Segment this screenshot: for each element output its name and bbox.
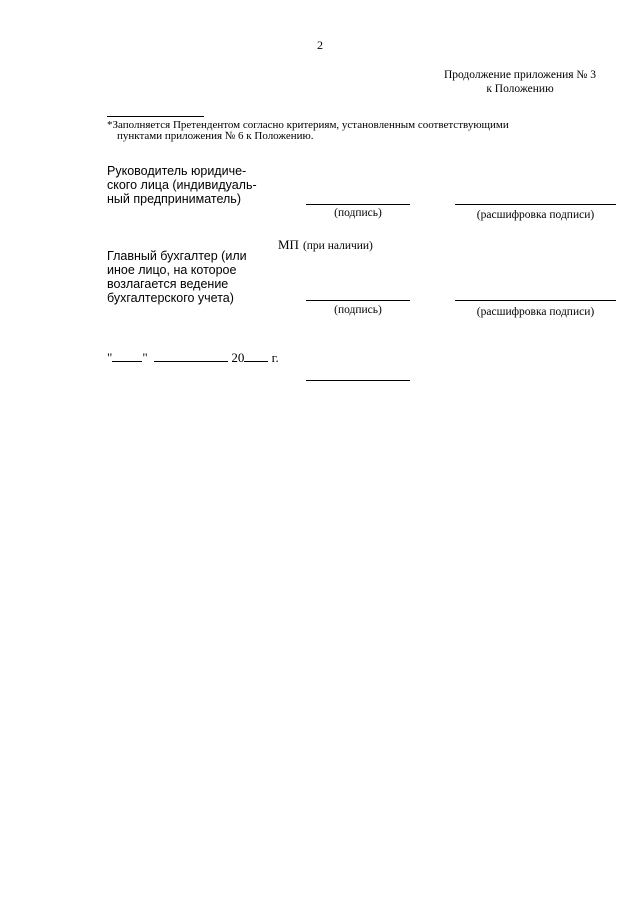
year-suffix: г. xyxy=(271,350,279,365)
head-decoding-caption: (расшифровка подписи) xyxy=(476,209,595,221)
date-open-quote: " xyxy=(107,350,113,365)
seal-mark xyxy=(278,236,373,254)
footnote xyxy=(107,120,610,142)
year-blank xyxy=(244,351,268,362)
date-line xyxy=(107,350,279,366)
page-number: 2 xyxy=(317,38,323,52)
date-extra-line xyxy=(306,380,410,381)
appendix-heading xyxy=(420,68,620,96)
accountant-signature-line xyxy=(306,300,410,301)
accountant-signature-caption: (подпись) xyxy=(334,304,382,316)
year-prefix: 20 xyxy=(231,350,245,365)
day-blank xyxy=(112,351,142,362)
footnote-separator xyxy=(107,116,204,117)
appendix-heading-line1: Продолжение приложения № 3 xyxy=(443,69,597,81)
accountant-decoding-line xyxy=(455,300,616,301)
accountant-signature-label: Главный бухгалтер (или иное лицо, на которое возлагается ведение бухгалтерского учета) xyxy=(107,249,247,305)
head-signature-line xyxy=(306,204,410,205)
footnote-line1: *Заполняется Претендентом согласно критериям, установленным соответствующими xyxy=(107,119,509,131)
footnote-line2: пунктами приложения № 6 к Положению. xyxy=(117,130,314,142)
appendix-heading-line2: к Положению xyxy=(486,83,554,95)
head-signature-caption: (подпись) xyxy=(334,207,382,219)
head-signature-label: Руководитель юридиче- ского лица (индивидуаль- ный предприниматель) xyxy=(107,164,257,206)
seal-label: МП xyxy=(278,237,299,252)
seal-note: (при наличии) xyxy=(302,240,373,252)
month-blank xyxy=(154,351,228,362)
date-close-quote: " xyxy=(142,350,148,365)
accountant-decoding-caption: (расшифровка подписи) xyxy=(476,306,595,318)
head-decoding-line xyxy=(455,204,616,205)
